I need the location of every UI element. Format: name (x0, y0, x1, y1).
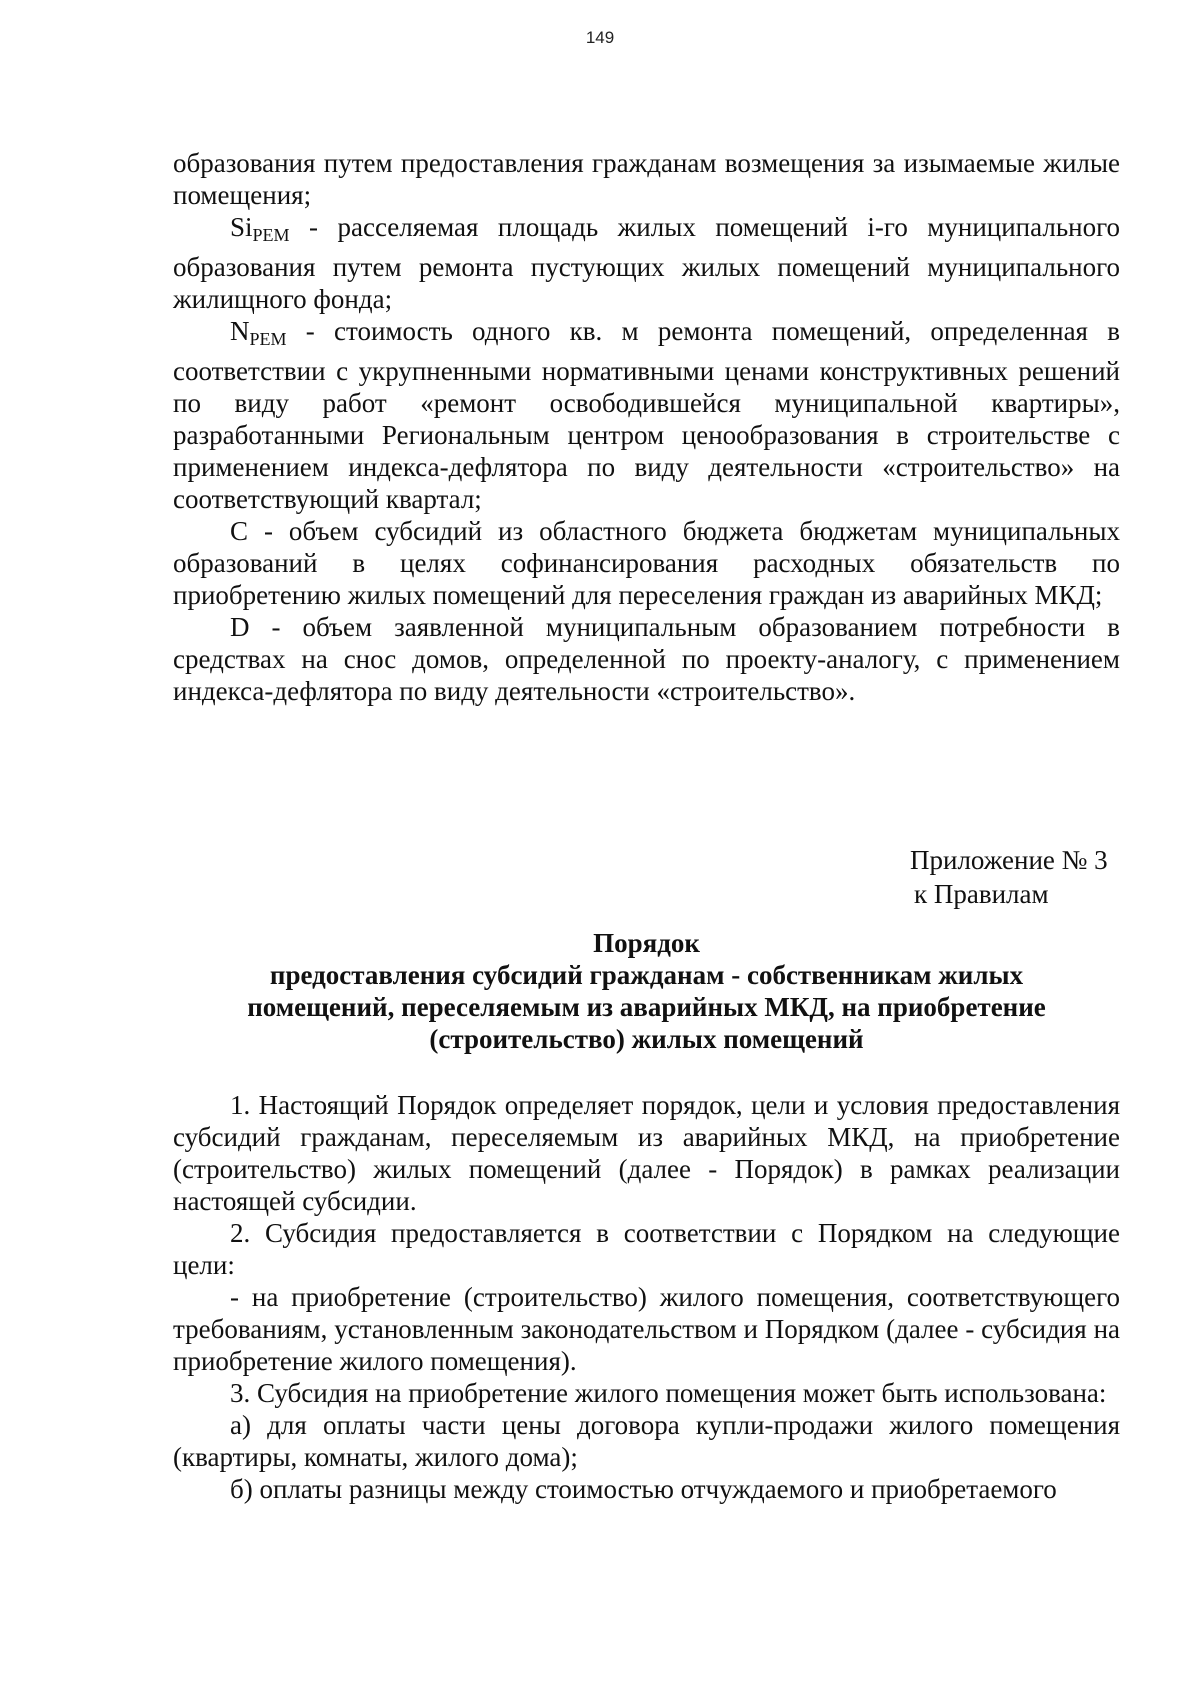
paragraph (173, 1409, 1120, 1473)
paragraph (173, 1377, 1120, 1409)
page-number: 149 (585, 28, 615, 47)
paragraph-text: C - объем субсидий из областного бюджета бюджетам муниципальных образований в целях софинансирования расходных обязательств по приобретению жилых помещений для переселения граждан из аварийных МКД; (173, 516, 1120, 610)
paragraph (173, 1473, 1120, 1505)
title-line: предоставления субсидий гражданам - собственникам жилых (269, 960, 1024, 990)
paragraph (173, 147, 1120, 211)
top-text-block (173, 147, 1120, 707)
paragraph (173, 1217, 1120, 1281)
paragraph-text: Si (230, 212, 253, 242)
paragraph-text: - стоимость одного кв. м ремонта помещений, определенная в соответствии с укрупненными нормативными ценами конструктивных решений по виду работ «ремонт освободившейся муниципальной квартиры», разработанными Региональным центром ценообразования в строительстве с применением индекса-дефлятора по виду деятельности «строительство» на соответствующий квартал; (173, 316, 1120, 514)
paragraph-text: N (230, 316, 250, 346)
paragraph-text: - расселяемая площадь жилых помещений i-го муниципального образования путем ремонта пустующих жилых помещений муниципального жилищного фонда; (173, 212, 1120, 314)
paragraph (173, 1089, 1120, 1217)
paragraph-text: а) для оплаты части цены договора купли-продажи жилого помещения (квартиры, комнаты, жилого дома); (173, 1410, 1120, 1472)
bottom-text-block (173, 1089, 1120, 1505)
paragraph-text: 3. Субсидия на приобретение жилого помещения может быть использована: (230, 1378, 1107, 1408)
title-line: (строительство) жилых помещений (429, 1024, 864, 1054)
paragraph (173, 611, 1120, 707)
paragraph (173, 315, 1120, 515)
subscript: PEM (249, 329, 287, 349)
paragraph-text: 1. Настоящий Порядок определяет порядок, цели и условия предоставления субсидий гражданам, переселяемым из аварийных МКД, на приобретение (строительство) жилых помещений (далее - Порядок) в рамках реализации настоящей субсидии. (173, 1090, 1120, 1216)
appendix-reference (910, 843, 1170, 911)
paragraph-text: 2. Субсидия предоставляется в соответствии с Порядком на следующие цели: (173, 1218, 1120, 1280)
paragraph (173, 1281, 1120, 1377)
paragraph-text: образования путем предоставления гражданам возмещения за изымаемые жилые помещения; (173, 148, 1120, 210)
document-title (173, 927, 1120, 1055)
paragraph (173, 515, 1120, 611)
paragraph-text: б) оплаты разницы между стоимостью отчуждаемого и приобретаемого (230, 1474, 1057, 1504)
paragraph (173, 211, 1120, 315)
title-line: Порядок (593, 928, 700, 958)
paragraph-text: D - объем заявленной муниципальным образованием потребности в средствах на снос домов, определенной по проекту-аналогу, с применением индекса-дефлятора по виду деятельности «строительство». (173, 612, 1120, 706)
appendix-number: Приложение № 3 (910, 845, 1108, 875)
title-line: помещений, переселяемым из аварийных МКД, на приобретение (247, 992, 1046, 1022)
appendix-rules-ref: к Правилам (914, 879, 1049, 909)
subscript: PEM (252, 225, 290, 245)
paragraph-text: - на приобретение (строительство) жилого помещения, соответствующего требованиям, установленным законодательством и Порядком (далее - субсидия на приобретение жилого помещения). (173, 1282, 1120, 1376)
